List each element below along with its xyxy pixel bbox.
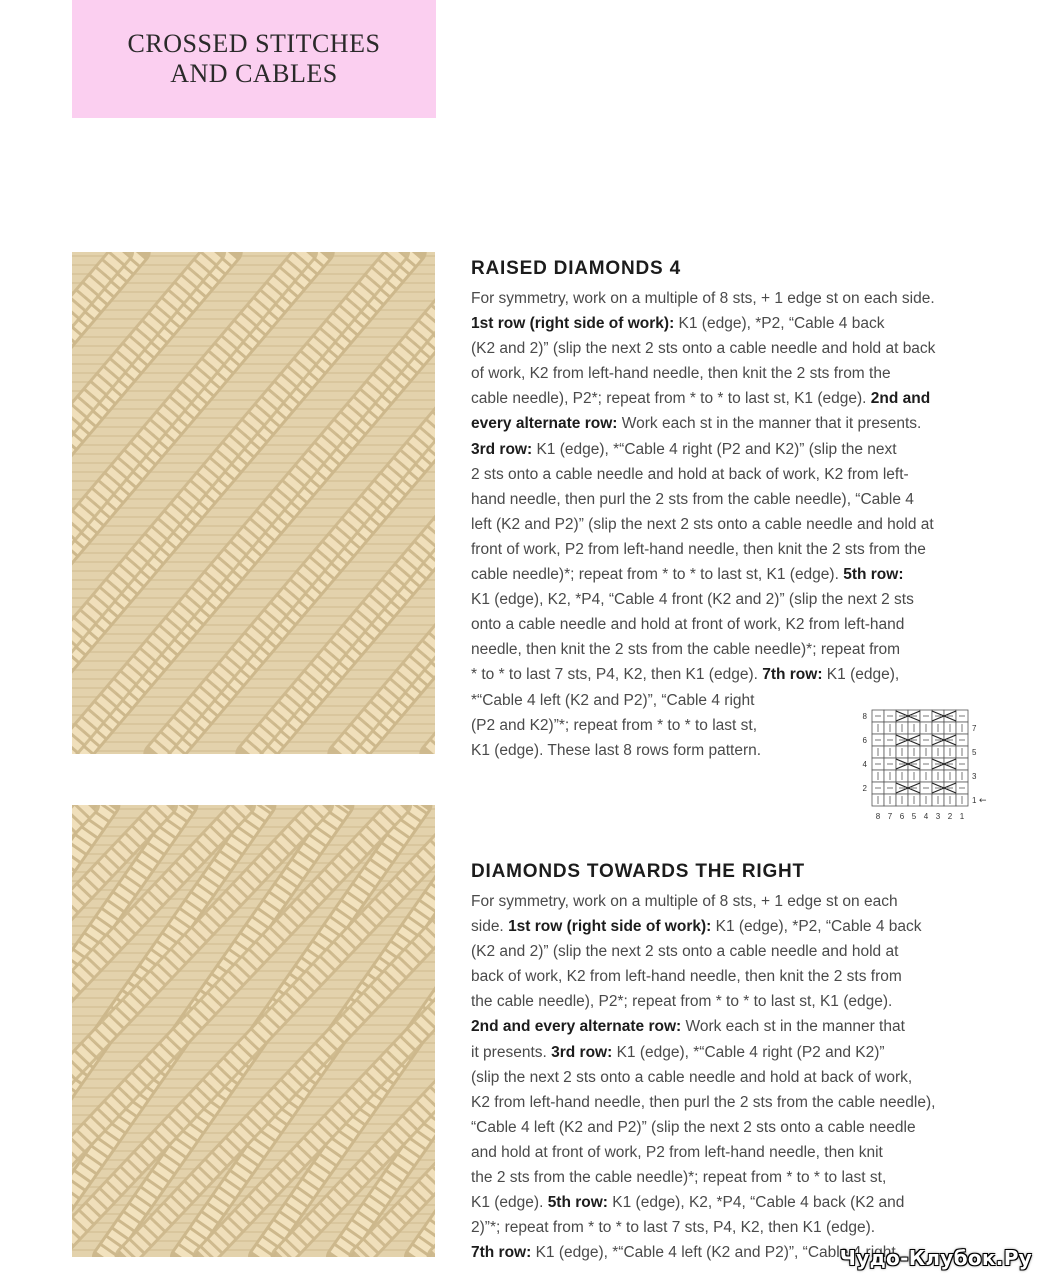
header-line-1: CROSSED STITCHES xyxy=(127,29,381,58)
instruction-text: (slip the next 2 sts onto a cable needle and hold at back of work, xyxy=(471,1068,913,1086)
instruction-text: K1 (edge), *P2, “Cable 4 back xyxy=(674,315,885,333)
instruction-line xyxy=(471,462,981,487)
instruction-text: K1 (edge). xyxy=(471,1194,548,1212)
instruction-text: K1 (edge), K2, *P4, “Cable 4 back (K2 and xyxy=(607,1194,905,1212)
section-header xyxy=(72,0,436,118)
row-heading: 7th row: xyxy=(762,666,823,684)
instruction-text: 2 sts onto a cable needle and hold at back of work, K2 from left- xyxy=(471,465,909,483)
chart-row-label: 7 xyxy=(972,724,977,733)
start-row-arrow-icon: ← xyxy=(979,796,987,806)
instruction-line xyxy=(471,537,981,562)
row-heading: 3rd row: xyxy=(551,1043,613,1061)
instruction-text: it presents. xyxy=(471,1043,552,1061)
instruction-line xyxy=(471,361,981,386)
instruction-text: Work each st in the manner that it presents. xyxy=(617,415,922,433)
pattern-title: DIAMONDS TOWARDS THE RIGHT xyxy=(471,861,805,882)
chart-row-label: 4 xyxy=(862,760,867,769)
chart-stitch-number: 5 xyxy=(911,812,917,821)
row-heading: 2nd and xyxy=(870,390,931,408)
instruction-text: side. xyxy=(471,918,509,936)
instruction-text: For symmetry, work on a multiple of 8 sts, + 1 edge st on each side. xyxy=(471,290,935,307)
instruction-text: K1 (edge), *“Cable 4 right (P2 and K2)” (slip the next xyxy=(532,440,897,458)
instruction-text: (K2 and 2)” (slip the next 2 sts onto a cable needle and hold at back xyxy=(471,340,936,358)
instruction-text: K1 (edge), xyxy=(822,666,900,684)
chart-row-label: 6 xyxy=(862,736,867,745)
instruction-text: For symmetry, work on a multiple of 8 sts, + 1 edge st on each xyxy=(471,893,898,910)
instruction-text: front of work, P2 from left-hand needle, then knit the 2 sts from the xyxy=(471,540,926,558)
instruction-line xyxy=(471,1215,981,1240)
instruction-text: K1 (edge), *“Cable 4 right (P2 and K2)” xyxy=(612,1043,885,1061)
instruction-text: back of work, K2 from left-hand needle, then knit the 2 sts from xyxy=(471,968,902,986)
instruction-text: the cable needle), P2*; repeat from * to * to last st, K1 (edge). xyxy=(471,993,893,1011)
chart-row-label: 2 xyxy=(862,784,867,793)
pattern-instructions xyxy=(471,286,981,763)
instruction-text: cable needle)*; repeat from * to * to last st, K1 (edge). xyxy=(471,566,844,584)
chart-stitch-number: 7 xyxy=(887,812,893,821)
instruction-line xyxy=(471,1190,981,1215)
chart-row-label: 3 xyxy=(972,772,977,781)
row-heading: 2nd and every alternate row: xyxy=(471,1018,682,1036)
instruction-line xyxy=(471,487,981,512)
diamonds-right-swatch-photo xyxy=(72,805,435,1257)
instruction-line xyxy=(471,914,981,939)
instruction-text: * to * to last 7 sts, P4, K2, then K1 (edge). xyxy=(471,666,763,684)
instruction-line xyxy=(471,637,981,662)
row-heading: 3rd row: xyxy=(471,440,533,458)
instruction-line xyxy=(471,386,981,411)
row-heading: 7th row: xyxy=(471,1244,532,1262)
instruction-line xyxy=(471,1014,981,1039)
chart-stitch-number: 1 xyxy=(959,812,965,821)
instruction-line xyxy=(471,612,981,637)
raised-diamonds-swatch-photo xyxy=(72,252,435,754)
instruction-text: and hold at front of work, P2 from left-hand needle, then knit xyxy=(471,1143,883,1161)
row-heading: 1st row (right side of work): xyxy=(471,315,675,333)
chart-stitch-number: 3 xyxy=(935,812,941,821)
instruction-text: onto a cable needle and hold at front of work, K2 from left-hand xyxy=(471,616,905,634)
instruction-text: K1 (edge), K2, *P4, “Cable 4 front (K2 and 2)” (slip the next 2 sts xyxy=(471,591,914,609)
chart-stitch-number: 8 xyxy=(875,812,881,821)
instruction-text: (K2 and 2)” (slip the next 2 sts onto a cable needle and hold at xyxy=(471,943,899,961)
chart-stitch-number: 4 xyxy=(923,812,929,821)
pattern-title: RAISED DIAMONDS 4 xyxy=(471,258,681,279)
instruction-line xyxy=(471,1065,981,1090)
instruction-text: *“Cable 4 left (K2 and P2)”, “Cable 4 right xyxy=(471,691,755,709)
knit-texture-1 xyxy=(72,252,435,754)
pattern-instructions xyxy=(471,889,981,1265)
instruction-line xyxy=(471,964,981,989)
instruction-text: of work, K2 from left-hand needle, then knit the 2 sts from the xyxy=(471,365,891,383)
instruction-text: K1 (edge), *“Cable 4 left (K2 and P2)”, “Cable 4 right xyxy=(531,1244,896,1262)
stitch-chart xyxy=(838,706,998,824)
instruction-text: hand needle, then purl the 2 sts from the cable needle), “Cable 4 xyxy=(471,490,914,508)
diamonds-right-section xyxy=(471,859,981,1265)
row-heading: every alternate row: xyxy=(471,415,618,433)
instruction-line xyxy=(471,336,981,361)
chart-stitch-number: 2 xyxy=(947,812,953,821)
instruction-text: the 2 sts from the cable needle)*; repeat from * to * to last st, xyxy=(471,1169,887,1187)
row-heading: 5th row: xyxy=(843,566,904,584)
instruction-line xyxy=(471,311,981,336)
instruction-line xyxy=(471,889,981,914)
instruction-text: K1 (edge). These last 8 rows form pattern. xyxy=(471,741,762,759)
instruction-text: (P2 and K2)”*; repeat from * to * to last st, xyxy=(471,716,758,734)
knit-texture-2 xyxy=(72,805,435,1257)
instruction-line xyxy=(471,662,981,687)
instruction-text: 2)”*; repeat from * to * to last 7 sts, P4, K2, then K1 (edge). xyxy=(471,1219,876,1237)
instruction-text: K2 from left-hand needle, then purl the 2 sts from the cable needle), xyxy=(471,1093,936,1111)
instruction-line xyxy=(471,411,981,436)
instruction-line xyxy=(471,562,981,587)
instruction-line xyxy=(471,1040,981,1065)
instruction-line xyxy=(471,1165,981,1190)
instruction-text: left (K2 and P2)” (slip the next 2 sts onto a cable needle and hold at xyxy=(471,515,934,533)
instruction-line xyxy=(471,1115,981,1140)
row-heading: 5th row: xyxy=(547,1194,608,1212)
instruction-text: needle, then knit the 2 sts from the cable needle)*; repeat from xyxy=(471,641,901,659)
instruction-line xyxy=(471,512,981,537)
chart-grid xyxy=(872,710,968,806)
chart-stitch-number: 6 xyxy=(899,812,905,821)
chart-row-label: 1 xyxy=(972,796,977,805)
chart-row-label: 5 xyxy=(972,748,977,757)
instruction-line xyxy=(471,587,981,612)
instruction-line xyxy=(471,1090,981,1115)
raised-diamonds-section xyxy=(471,256,981,763)
instruction-text: cable needle), P2*; repeat from * to * to last st, K1 (edge). xyxy=(471,390,871,408)
instruction-text: Work each st in the manner that xyxy=(681,1018,905,1036)
instruction-line xyxy=(471,989,981,1014)
site-watermark: Чудо-Клубок.Ру xyxy=(839,1246,1032,1270)
instruction-line xyxy=(471,1140,981,1165)
instruction-text: “Cable 4 left (K2 and P2)” (slip the next 2 sts onto a cable needle xyxy=(471,1118,916,1136)
row-heading: 1st row (right side of work): xyxy=(508,918,712,936)
instruction-text: K1 (edge), *P2, “Cable 4 back xyxy=(711,918,922,936)
instruction-line xyxy=(471,437,981,462)
chart-row-label: 8 xyxy=(862,712,867,721)
header-line-2: AND CABLES xyxy=(170,59,338,88)
instruction-line xyxy=(471,939,981,964)
instruction-line xyxy=(471,286,981,311)
